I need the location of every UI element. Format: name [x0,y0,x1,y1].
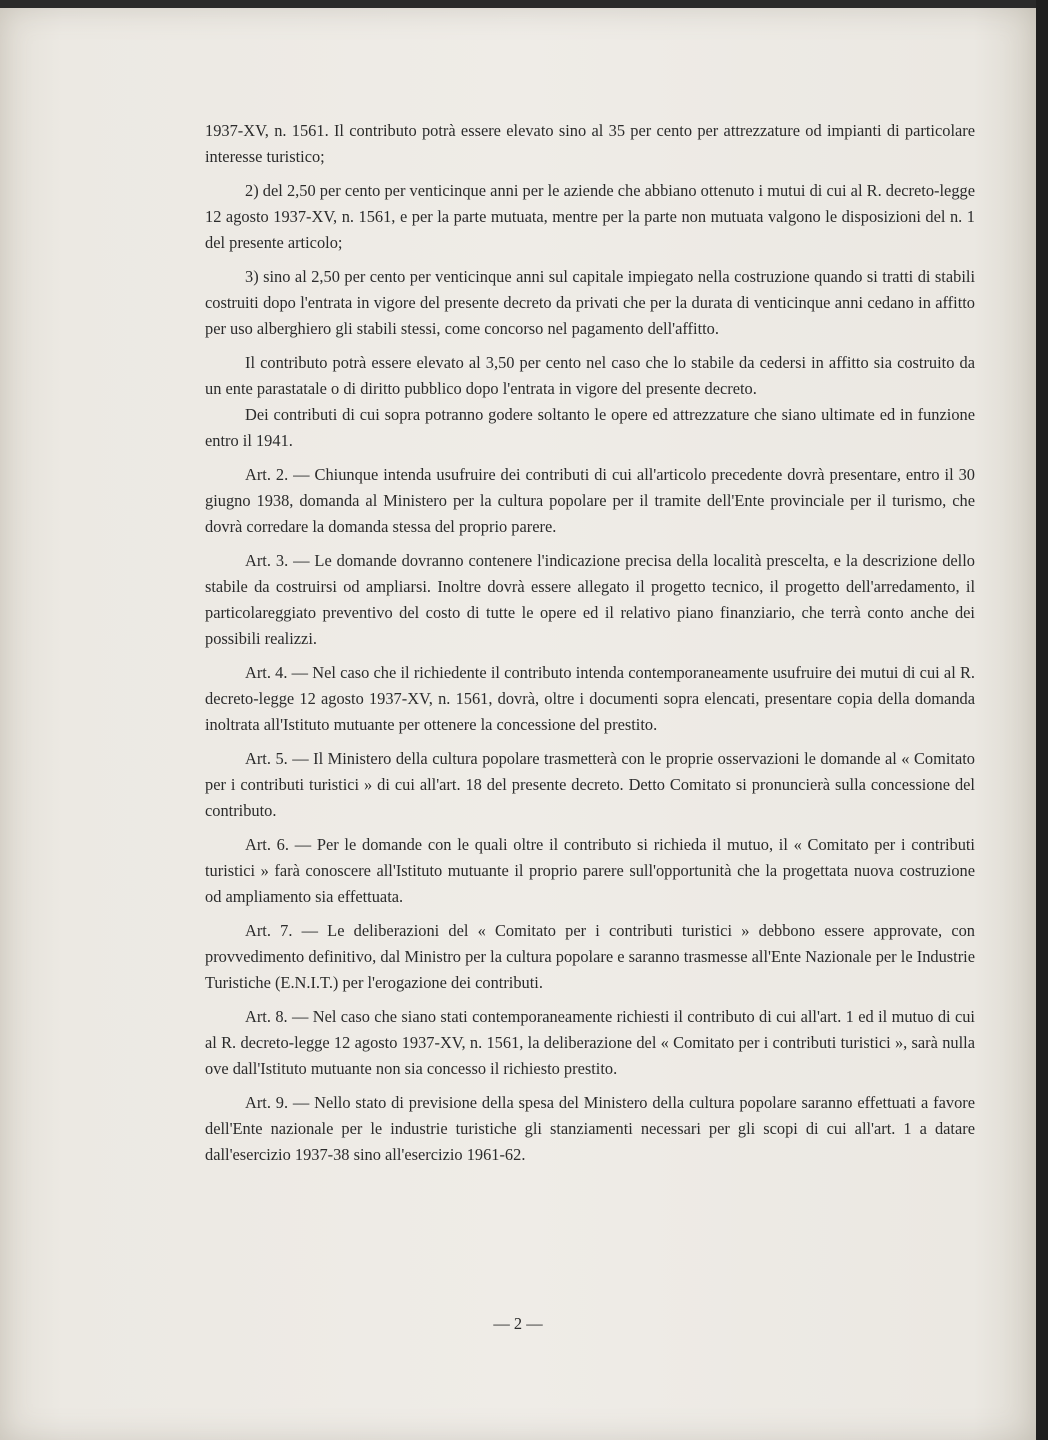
paragraph: Art. 6. — Per le domande con le quali oltre il contributo si richieda il mutuo, il « Comitato per i contributi turistici » farà conoscere all'Istituto mutuante il proprio parere sull'opportunità che la progettata nuova costruzione od ampliamento sia effettuata. [205,835,975,906]
document-page [0,8,1036,1440]
page-number: — 2 — [493,1314,543,1333]
paragraph: Art. 8. — Nel caso che siano stati contemporaneamente richiesti il contributo di cui all'art. 1 ed il mutuo di cui al R. decreto-legge 12 agosto 1937-XV, n. 1561, la deliberazione del « Comitato per i contributi turistici », sarà nulla ove dall'Istituto mutuante non sia concesso il richiesto prestito. [205,1007,975,1078]
paragraph: 3) sino al 2,50 per cento per venticinque anni sul capitale impiegato nella costruzione quando si tratti di stabili costruiti dopo l'entrata in vigore del presente decreto da privati che per la durata di venticinque anni cedano in affitto per uso alberghiero gli stabili stessi, come concorso nel pagamento dell'affitto. [205,267,975,338]
paragraph: Art. 5. — Il Ministero della cultura popolare trasmetterà con le proprie osservazioni le domande al « Comitato per i contributi turistici » di cui all'art. 18 del presente decreto. Detto Comitato si pronuncierà sulla concessione del contributo. [205,749,975,820]
scan-edge [1036,0,1048,1440]
paragraph: Art. 3. — Le domande dovranno contenere l'indicazione precisa della località prescelta, e la descrizione dello stabile da costruirsi od ampliarsi. Inoltre dovrà essere allegato il progetto tecnico, il progetto dell'arredamento, il particolareggiato preventivo del costo di tutte le opere ed il relativo piano finanziario, che terrà conto anche dei possibili realizzi. [205,551,975,648]
paragraph: 1937-XV, n. 1561. Il contributo potrà essere elevato sino al 35 per cento per attrezzature od impianti di particolare interesse turistico; [205,121,975,166]
paragraph: Il contributo potrà essere elevato al 3,50 per cento nel caso che lo stabile da cedersi in affitto sia costruito da un ente parastatale o di diritto pubblico dopo l'entrata in vigore del presente decreto. [205,353,975,398]
paragraph: 2) del 2,50 per cento per venticinque anni per le aziende che abbiano ottenuto i mutui di cui al R. decreto-legge 12 agosto 1937-XV, n. 1561, e per la parte mutuata, mentre per la parte non mutuata valgono le disposizioni del n. 1 del presente articolo; [205,181,975,252]
paragraph: Art. 2. — Chiunque intenda usufruire dei contributi di cui all'articolo precedente dovrà presentare, entro il 30 giugno 1938, domanda al Ministero per la cultura popolare per il tramite dell'Ente provinciale per il turismo, che dovrà corredare la domanda stessa del proprio parere. [205,465,975,536]
paragraph: Dei contributi di cui sopra potranno godere soltanto le opere ed attrezzature che siano ultimate ed in funzione entro il 1941. [205,405,975,450]
paragraph: Art. 9. — Nello stato di previsione della spesa del Ministero della cultura popolare saranno effettuati a favore dell'Ente nazionale per le industrie turistiche gli stanziamenti necessari per gli scopi di cui all'art. 1 a datare dall'esercizio 1937-38 sino all'esercizio 1961-62. [205,1093,975,1164]
document-body [205,118,975,1176]
paragraph: Art. 4. — Nel caso che il richiedente il contributo intenda contemporaneamente usufruire dei mutui di cui al R. decreto-legge 12 agosto 1937-XV, n. 1561, dovrà, oltre i documenti sopra elencati, presentare copia della domanda inoltrata all'Istituto mutuante per ottenere la concessione del prestito. [205,663,975,734]
paragraph: Art. 7. — Le deliberazioni del « Comitato per i contributi turistici » debbono essere approvate, con provvedimento definitivo, dal Ministro per la cultura popolare e saranno trasmesse all'Ente Nazionale per le Industrie Turistiche (E.N.I.T.) per l'erogazione dei contributi. [205,921,975,992]
